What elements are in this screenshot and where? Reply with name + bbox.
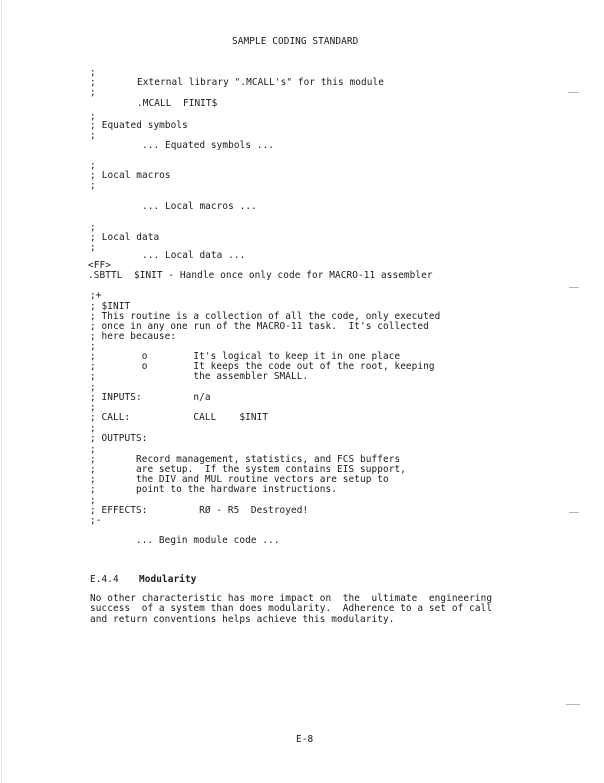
code-placeholder: ... Equated symbols ...: [142, 140, 275, 151]
code-line: ; o It keeps the code out of the root, keeping: [90, 361, 435, 372]
code-line: ; CALL: CALL $INIT: [90, 412, 269, 423]
code-line: ;: [90, 77, 96, 88]
code-line: ; EFFECTS: RØ - R5 Destroyed!: [90, 505, 309, 516]
code-line: ;: [90, 87, 96, 98]
margin-mark: [568, 92, 579, 93]
paragraph-line: success of a system than does modularity. Adherence to a set of call: [90, 603, 493, 614]
code-line: ;: [90, 111, 96, 122]
margin-mark: [569, 287, 579, 288]
page-edge: [1, 0, 2, 783]
code-line: ; once in any one run of the MACRO-11 task. It's collected: [90, 321, 429, 332]
code-line: ;: [90, 232, 96, 243]
code-line: ;: [90, 382, 96, 393]
code-comment: Local data: [96, 232, 160, 243]
code-line: .SBTTL $INIT - Handle once only code for MACRO-11 assembler: [88, 270, 433, 281]
code-line: ; OUTPUTS:: [90, 433, 148, 444]
paragraph-line: and return conventions helps achieve this modularity.: [90, 614, 395, 625]
code-placeholder: ... Begin module code ...: [90, 535, 280, 546]
margin-mark: [569, 512, 579, 513]
code-placeholder: ... Local data ...: [142, 250, 246, 261]
code-line: ;: [90, 170, 96, 181]
code-line: ;: [90, 242, 96, 253]
code-line: ; Record management, statistics, and FCS buffers: [90, 454, 401, 465]
code-line: ;: [90, 444, 96, 455]
paragraph-line: No other characteristic has more impact on the ultimate engineering: [90, 593, 493, 604]
code-line: ;+: [90, 290, 102, 301]
code-line: ;: [90, 130, 96, 141]
code-line: ; o It's logical to keep it in one place: [90, 351, 401, 362]
page-title: SAMPLE CODING STANDARD: [232, 36, 359, 47]
margin-mark: [566, 704, 580, 705]
code-line: ;: [90, 222, 96, 233]
code-line: ;-: [90, 515, 102, 526]
code-line: ; here because:: [90, 331, 177, 342]
code-statement: .MCALL FINIT$: [137, 98, 218, 109]
code-line: ; This routine is a collection of all the code, only executed: [90, 311, 441, 322]
page-number: E-8: [296, 734, 314, 745]
code-line: ;: [90, 180, 96, 191]
code-line: <FF>: [88, 260, 111, 271]
code-line: ;: [90, 341, 96, 352]
code-comment: Equated symbols: [96, 120, 188, 131]
code-line: ; point to the hardware instructions.: [90, 484, 338, 495]
section-title: Modularity: [139, 574, 197, 585]
code-line: ;: [90, 160, 96, 171]
section-number: E.4.4: [90, 574, 119, 585]
code-line: ;: [90, 120, 96, 131]
code-line: ;: [90, 495, 96, 506]
code-line: ; are setup. If the system contains EIS support,: [90, 464, 406, 475]
code-line: ;: [90, 402, 96, 413]
code-line: ;: [90, 423, 96, 434]
code-line: ;: [90, 67, 96, 78]
code-line: ; the assembler SMALL.: [90, 371, 309, 382]
code-line: ; the DIV and MUL routine vectors are setup to: [90, 474, 389, 485]
code-placeholder: ... Local macros ...: [142, 201, 257, 212]
code-line: ; INPUTS: n/a: [90, 392, 211, 403]
code-line: ; $INIT: [90, 301, 131, 312]
code-comment: Local macros: [96, 170, 171, 181]
code-comment: External library ".MCALL's" for this module: [137, 77, 385, 88]
